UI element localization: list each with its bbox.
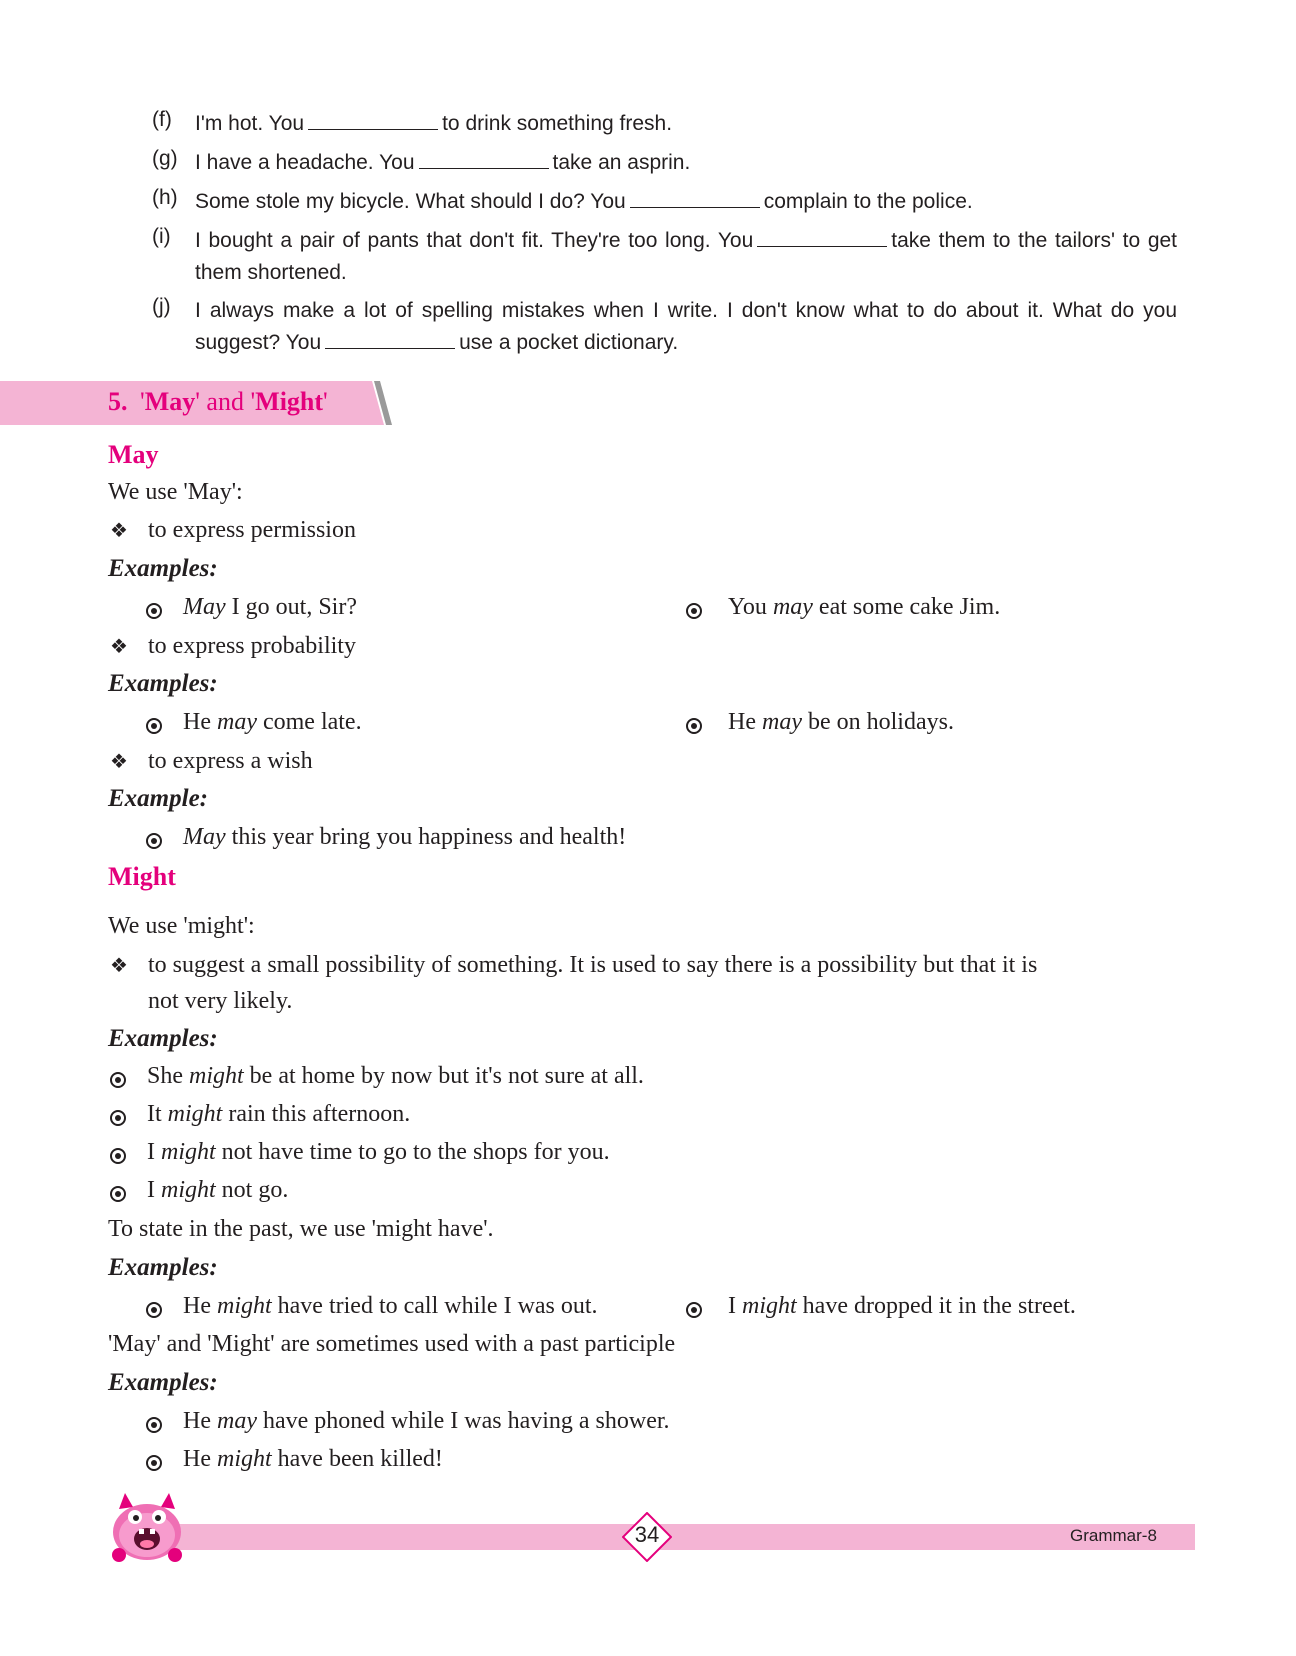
answer-blank[interactable] (419, 150, 549, 169)
circle-bullet-icon (110, 1148, 126, 1164)
circle-bullet-icon (686, 603, 702, 619)
example-sentence: She might be at home by now but it's not sure at all. (147, 1063, 644, 1089)
example-sentence: I might not go. (147, 1177, 289, 1203)
example-sentence: He may be on holidays. (728, 709, 954, 735)
monster-mascot-icon (105, 1487, 190, 1567)
examples-heading: Examples: (108, 1254, 218, 1281)
circle-bullet-icon (146, 1455, 162, 1471)
item-label: (i) (152, 225, 171, 248)
circle-bullet-icon (686, 1302, 702, 1318)
footer-band (150, 1524, 1195, 1550)
answer-blank[interactable] (308, 111, 438, 130)
examples-heading: Examples: (108, 1025, 218, 1052)
example-sentence: May I go out, Sir? (183, 594, 357, 620)
circle-bullet-icon (146, 718, 162, 734)
answer-blank[interactable] (757, 228, 887, 247)
examples-heading: Examples: (108, 1369, 218, 1396)
might-past-note: To state in the past, we use 'might have'. (108, 1216, 494, 1242)
answer-blank[interactable] (630, 189, 760, 208)
diamond-bullet-icon: ❖ (110, 634, 128, 658)
example-sentence: I might have dropped it in the street. (728, 1293, 1076, 1319)
participle-note: 'May' and 'Might' are sometimes used with a past participle (108, 1331, 676, 1357)
item-label: (j) (152, 295, 171, 318)
example-sentence: You may eat some cake Jim. (728, 594, 1001, 620)
circle-bullet-icon (146, 1417, 162, 1433)
item-text: I always make a lot of spelling mistakes when I write. I don't know what to do about it. What do you suggest? You use a pocket dictionary. (195, 299, 1177, 354)
item-label: (h) (152, 186, 178, 209)
may-heading: May (108, 440, 159, 469)
circle-bullet-icon (110, 1110, 126, 1126)
example-sentence: It might rain this afternoon. (147, 1101, 411, 1127)
circle-bullet-icon (686, 718, 702, 734)
section-number: 5. (108, 387, 128, 416)
diamond-bullet-icon: ❖ (110, 518, 128, 542)
example-sentence: He may come late. (183, 709, 362, 735)
item-text: I bought a pair of pants that don't fit. They're too long. You take them to the tailors' to get them shortened. (195, 229, 1178, 284)
example-heading: Example: (108, 785, 208, 812)
diamond-bullet-icon: ❖ (110, 953, 128, 977)
answer-blank[interactable] (325, 330, 455, 349)
item-text: Some stole my bicycle. What should I do? You complain to the police. (195, 190, 973, 213)
book-title: Grammar-8 (1070, 1526, 1157, 1545)
item-label: (g) (152, 147, 178, 170)
may-intro: We use 'May': (108, 479, 243, 505)
circle-bullet-icon (146, 603, 162, 619)
item-label: (f) (152, 108, 172, 131)
may-use-probability: to express probability (148, 633, 356, 659)
examples-heading: Examples: (108, 555, 218, 582)
banner-slant-edge (372, 381, 402, 425)
may-use-permission: to express permission (148, 517, 356, 543)
circle-bullet-icon (110, 1186, 126, 1202)
item-text: I'm hot. You to drink something fresh. (195, 112, 673, 135)
example-sentence: He might have tried to call while I was out. (183, 1293, 598, 1319)
example-sentence: He might have been killed! (183, 1446, 443, 1472)
diamond-bullet-icon: ❖ (110, 749, 128, 773)
circle-bullet-icon (146, 1302, 162, 1318)
example-sentence: I might not have time to go to the shops for you. (147, 1139, 610, 1165)
may-use-wish: to express a wish (148, 748, 313, 774)
might-intro: We use 'might': (108, 913, 255, 939)
section-title: 5. 'May' and 'Might' (108, 387, 328, 416)
might-use-possibility: to suggest a small possibility of something. It is used to say there is a possibility but that it is not very likely. (148, 952, 1038, 1014)
section-word-may: May (144, 387, 196, 416)
page-number: 34 (634, 1522, 660, 1547)
example-sentence: May this year bring you happiness and health! (183, 824, 627, 850)
example-sentence: He may have phoned while I was having a shower. (183, 1408, 670, 1434)
circle-bullet-icon (110, 1072, 126, 1088)
circle-bullet-icon (146, 833, 162, 849)
item-text: I have a headache. You take an asprin. (195, 151, 691, 174)
examples-heading: Examples: (108, 670, 218, 697)
might-heading: Might (108, 862, 176, 891)
section-word-might: Might (255, 387, 324, 416)
